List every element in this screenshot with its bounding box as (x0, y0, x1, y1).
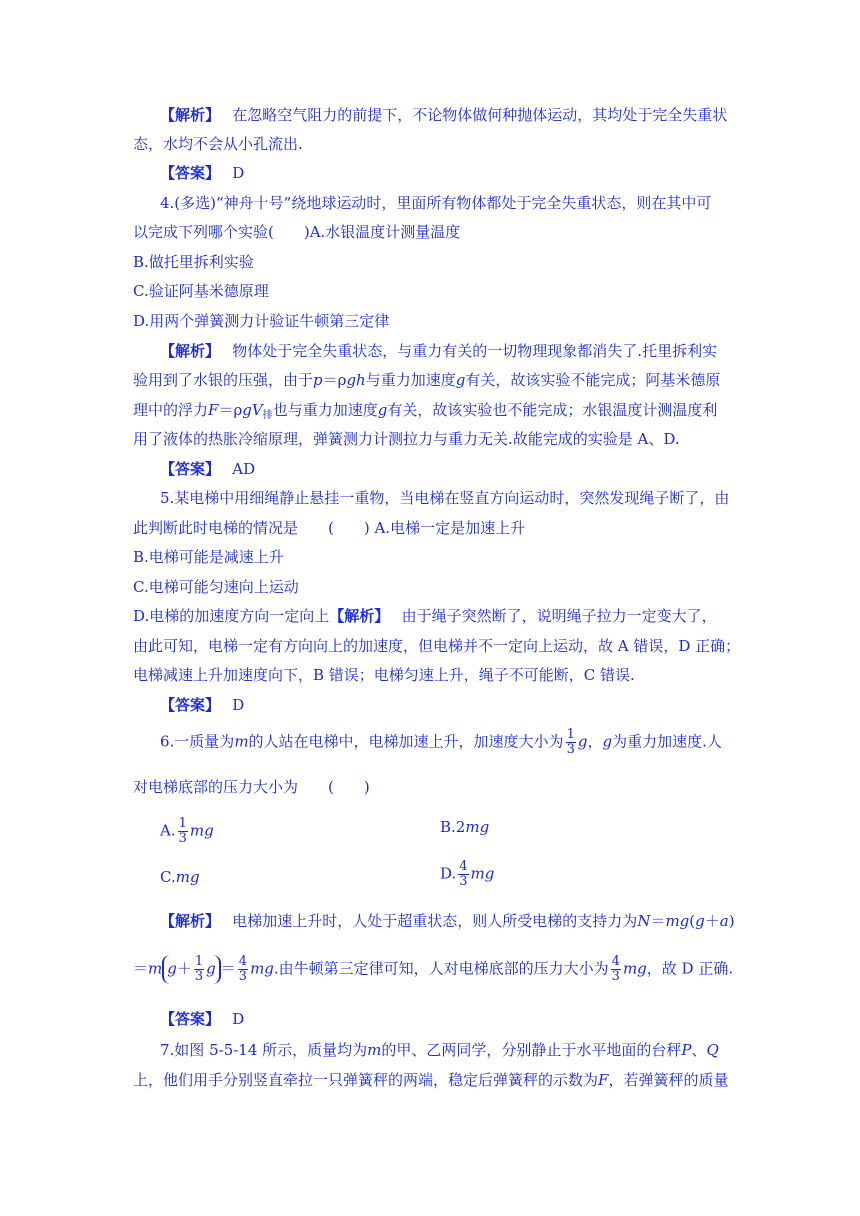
question-4-line-2: 以完成下列哪个实验( )A.水银温度计测量温度 (133, 223, 461, 241)
question-6-line-1: 6.一质量为m的人站在电梯中，电梯加速上升，加速度大小为 $\frac{1}{3}$ g，g为重力加速度.人 (160, 727, 722, 757)
analysis-tag: 【解析】 (329, 607, 382, 625)
fraction-one-third: $\frac{1}{3}$ (566, 727, 575, 757)
answer-6: 【答案】 D (160, 1010, 245, 1028)
question-5-option-c: C.电梯可能匀速向上运动 (133, 578, 299, 596)
analysis-3-line-1: 【解析】 在忽略空气阻力的前提下，不论物体做何种抛体运动，其均处于完全失重状 (160, 106, 728, 124)
question-4-option-b: B.做托里拆利实验 (133, 253, 254, 271)
answer-5: 【答案】 D (160, 696, 245, 714)
analysis-tag: 【解析】 (160, 106, 213, 124)
question-5-option-d: D.电梯的加速度方向一定向上【解析】 由于绳子突然断了，说明绳子拉力一定变大了， (133, 607, 717, 625)
question-5-option-b: B.电梯可能是减速上升 (133, 548, 284, 566)
analysis-5-line-3: 电梯减速上升加速度向下，B 错误；电梯匀速上升，绳子不可能断，C 错误. (133, 666, 635, 684)
question-4-option-c: C.验证阿基米德原理 (133, 282, 269, 300)
question-4-line-1: 4.(多选)“神舟十号”绕地球运动时，里面所有物体都处于完全失重状态，则在其中可 (160, 194, 712, 212)
analysis-4-line-2: 验用到了水银的压强，由于p＝ρgh与重力加速度g有关，故该实验不能完成；阿基米德原 (133, 371, 721, 389)
question-6-option-b: B.2mg (440, 818, 490, 836)
question-6-option-d: D. $\frac{4}{3}$ mg (440, 859, 495, 889)
analysis-4-line-4: 用了液体的热胀冷缩原理，弹簧测力计测拉力与重力无关.故能完成的实验是 A、D. (133, 430, 680, 448)
question-6-line-2: 对电梯底部的压力大小为 ( ) (133, 778, 370, 796)
analysis-4-line-1: 【解析】 物体处于完全失重状态，与重力有关的一切物理现象都消失了.托里拆利实 (160, 342, 718, 360)
answer-3: 【答案】 D (160, 164, 245, 182)
question-4-option-d: D.用两个弹簧测力计验证牛顿第三定律 (133, 312, 390, 330)
question-5-line-1: 5.某电梯中用细绳静止悬挂一重物，当电梯在竖直方向运动时，突然发现绳子断了，由 (160, 489, 730, 507)
question-6-option-a: A. $\frac{1}{3}$ mg (160, 816, 214, 846)
answer-4: 【答案】 AD (160, 460, 256, 478)
bracket-expression: g＋ $\frac{1}{3}$ g (162, 955, 221, 984)
analysis-6-line-1: 【解析】 电梯加速上升时，人处于超重状态，则人所受电梯的支持力为N＝mg(g＋a) (160, 912, 735, 930)
analysis-4-line-3: 理中的浮力F＝ρgV$_排$也与重力加速度g有关，故该实验也不能完成；水银温度计测温度利 (133, 401, 718, 421)
question-7-line-2: 上，他们用手分别竖直牵拉一只弹簧秤的两端，稳定后弹簧秤的示数为F，若弹簧秤的质量 (133, 1071, 729, 1089)
question-5-line-2: 此判断此时电梯的情况是 ( ) A.电梯一定是加速上升 (133, 519, 526, 537)
question-7-line-1: 7.如图 5-5-14 所示，质量均为m的甲、乙两同学，分别静止于水平地面的台秤P、Q (160, 1041, 719, 1059)
question-6-option-c: C.mg (160, 868, 200, 886)
analysis-5-line-2: 由此可知，电梯一定有方向向上的加速度，但电梯并不一定向上运动，故 A 错误，D 正确； (133, 637, 741, 655)
analysis-3-line-2: 态，水均不会从小孔流出. (133, 135, 303, 153)
analysis-6-line-2: ＝m g＋ $\frac{1}{3}$ g ＝ $\frac{4}{3}$ mg.由牛顿第三定律可知，人对电梯底部的压力大小为 $\frac{4}{3}$ mg，故 D 正确. (133, 954, 734, 984)
